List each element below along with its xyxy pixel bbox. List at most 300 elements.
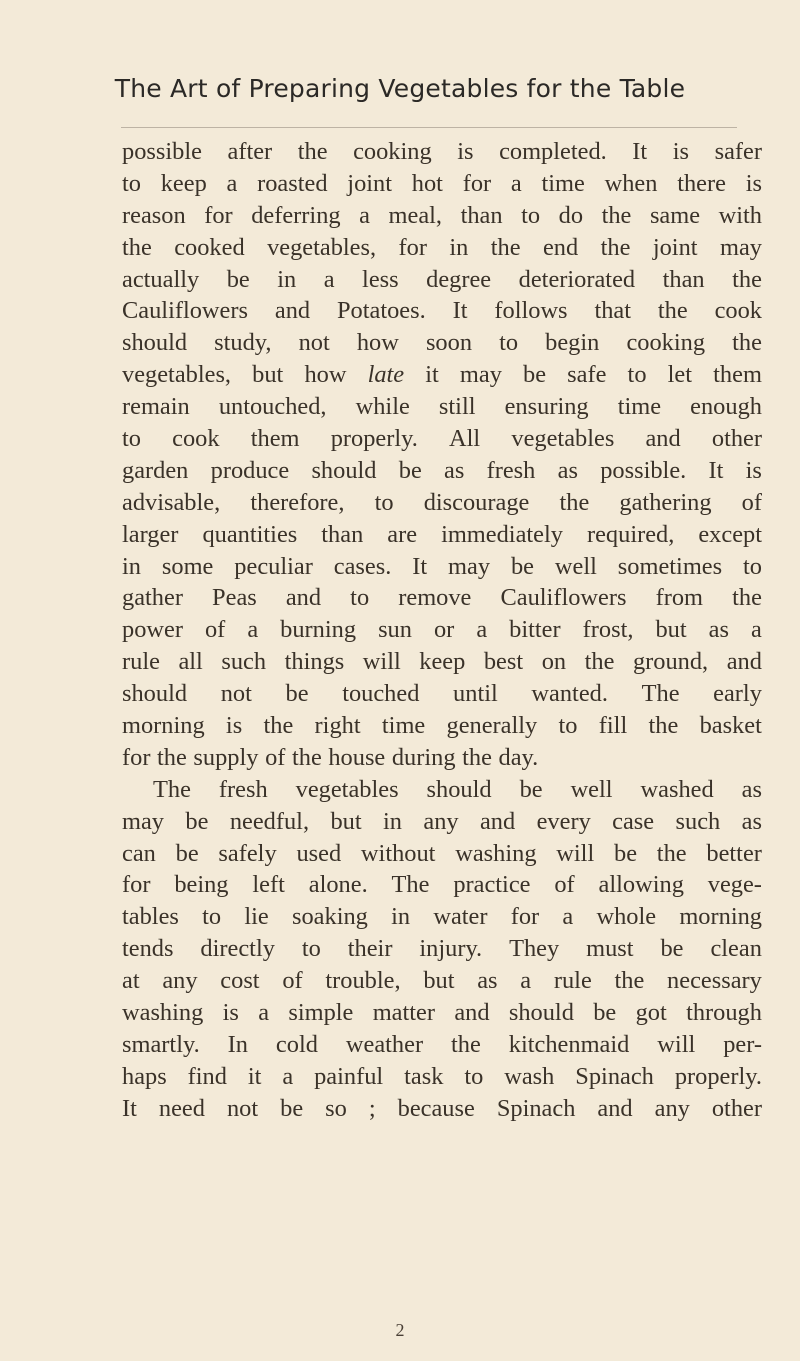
text-word: a [476,616,488,644]
text-word: the [291,743,322,771]
text-word: may [448,552,491,580]
text-word: for [204,201,233,229]
text-word: how [304,361,347,389]
text-word: should [122,329,188,357]
text-word: power [122,616,183,644]
text-word: without [360,839,436,867]
text-word: possible. [600,456,687,484]
text-word: the [263,712,294,740]
text-word: time [617,393,662,421]
text-word: and [274,297,311,325]
text-word: will [362,648,401,676]
text-word: a [520,967,532,995]
text-word: It [452,297,468,325]
text-word: still [438,393,476,421]
text-word: and [726,648,762,676]
text-word: frost, [582,616,634,644]
header-rule [121,127,737,128]
text-word: the [601,201,632,229]
text-word: cooking [626,329,706,357]
text-word: needful, [229,807,310,835]
text-word: quantities [202,520,298,548]
text-word: bitter [509,616,561,644]
text-word: to [464,1062,484,1090]
text-word: the [732,265,762,293]
text-word: The [153,775,191,803]
text-word: or [433,616,455,644]
text-line [122,869,762,901]
text-word: begin [545,329,600,357]
text-word: The [641,680,680,708]
text-word: painful [314,1062,384,1090]
text-word: than [321,520,364,548]
text-word: it [425,361,439,389]
text-word: gather [122,584,183,612]
text-word: well [554,552,597,580]
text-word: them [250,425,300,453]
text-word: safe [567,361,607,389]
text-word: directly [200,935,275,963]
text-word: as [741,807,762,835]
text-word: some [161,552,214,580]
text-word: how [356,329,399,357]
text-word: deferring [251,201,341,229]
text-word: of [282,967,303,995]
text-word: garden [122,456,189,484]
text-word: ground, [632,648,709,676]
text-word: Peas [212,584,257,612]
text-word: but [330,807,362,835]
text-word: and [597,1094,633,1122]
text-line [122,1029,762,1061]
text-word: late [367,361,405,389]
text-word: for [398,233,427,261]
text-word: a [510,169,522,197]
text-word: all [178,648,203,676]
text-word: is [457,138,474,165]
text-word: during [391,743,456,771]
text-word: enough [690,393,762,421]
text-word: clean [710,935,762,963]
text-word: weather [345,1030,424,1058]
text-word: the [490,233,521,261]
text-word: house [328,743,386,771]
text-word: and [454,999,490,1027]
text-word: be [185,807,209,835]
text-word: should [426,775,492,803]
text-line [122,678,762,710]
text-word: allowing [598,871,684,899]
text-word: because [397,1094,475,1122]
text-word: supply [193,743,259,771]
text-word: a [562,903,574,931]
text-word: the [122,233,152,261]
text-word: cost [220,967,260,995]
text-word: meal, [388,201,443,229]
text-line [122,359,762,391]
text-word: smartly. [122,1030,200,1058]
text-word: not [226,1094,259,1122]
text-word: It [412,552,428,580]
text-word: Spinach [575,1062,654,1090]
text-word: left [252,871,285,899]
text-word: study, [214,329,272,357]
text-word: should [508,999,574,1027]
text-word: need [158,1094,205,1122]
text-word: them [713,361,762,389]
text-word: It [708,456,724,484]
text-word: of [554,871,575,899]
text-word: to [301,935,321,963]
text-word: the [297,138,328,165]
text-word: than [662,265,705,293]
text-word: the [732,329,762,357]
text-word: but [252,361,284,389]
text-word: trouble, [325,967,401,995]
text-word: hot [411,169,443,197]
text-word: other [711,1094,762,1122]
text-word: cooked [174,233,245,261]
text-word: fresh [218,775,268,803]
text-word: keep [419,648,466,676]
text-word: find [187,1062,227,1090]
text-word: kitchenmaid [508,1030,630,1058]
text-word: It [632,138,648,165]
text-word: ; [368,1094,376,1122]
text-word: the [656,839,687,867]
text-word: through [686,999,762,1027]
text-word: cooking [353,138,432,165]
text-word: the [584,648,615,676]
text-word: morning [122,712,205,740]
text-word: All [449,425,481,453]
text-word: let [667,361,693,389]
text-word: the [462,743,492,771]
text-word: whole [596,903,657,931]
text-word: possible [122,138,202,165]
text-word: the [657,297,688,325]
text-word: fresh [486,456,536,484]
text-word: haps [122,1062,167,1090]
text-line [122,136,762,168]
text-word: a [359,201,370,229]
text-word: be [175,839,199,867]
text-word: be [285,680,309,708]
text-word: of [265,743,286,771]
text-word: for [122,871,151,899]
text-word: a [226,169,238,197]
text-word: right [314,712,361,740]
text-word: to [122,425,141,453]
text-word: be [398,456,422,484]
text-word: to [122,169,141,197]
text-word: fill [598,712,628,740]
text-word: wash [504,1062,555,1090]
text-word: to [350,584,370,612]
text-word: on [541,648,567,676]
text-word: be [280,1094,304,1122]
text-word: sometimes [617,552,723,580]
text-word: it [247,1062,262,1090]
text-word: properly. [674,1062,762,1090]
text-word: should [311,456,377,484]
body-text [122,136,762,1125]
text-word: not [220,680,252,708]
text-word: used [296,839,342,867]
text-word: wanted. [531,680,608,708]
text-line [122,264,762,296]
text-word: tends [122,935,174,963]
text-word: better [706,839,762,867]
text-word: so [325,1094,347,1122]
text-word: Potatoes. [336,297,426,325]
text-word: will [657,1030,696,1058]
text-word: practice [453,871,531,899]
text-line [122,423,762,455]
text-line [122,646,762,678]
text-line [122,933,762,965]
text-word: joint [347,169,393,197]
text-word: per- [723,1030,762,1058]
text-word: joint [652,233,698,261]
text-word: generally [446,712,538,740]
text-word: as [708,616,729,644]
running-head: The Art of Preparing Vegetables for the Table [114,74,686,103]
text-word: reason [122,201,186,229]
text-word: after [227,138,273,165]
text-word: and [479,807,516,835]
text-word: as [557,456,578,484]
text-word: any [423,807,459,835]
text-line [122,614,762,646]
text-word: necessary [667,967,762,995]
text-word: properly. [330,425,418,453]
text-word: morning [679,903,762,931]
text-word: while [355,393,410,421]
text-word: produce [210,456,290,484]
text-word: deteriorated [518,265,636,293]
text-word: degree [426,265,492,293]
text-word: vegetables, [267,233,377,261]
text-word: touched [342,680,420,708]
text-word: the [600,233,631,261]
text-line [122,551,762,583]
text-word: ensuring [504,393,589,421]
text-word: safely [218,839,277,867]
text-word: rule [553,967,592,995]
text-word: well [570,775,613,803]
text-word: be [523,361,547,389]
text-word: being [174,871,229,899]
text-word: early [713,680,762,708]
text-word: cases. [333,552,392,580]
text-word: roasted [257,169,328,197]
text-word: at [122,967,140,995]
text-line [122,232,762,264]
text-line [122,487,762,519]
text-word: vegetables [295,775,399,803]
text-word: in [449,233,469,261]
text-word: keep [160,169,207,197]
text-word: got [635,999,667,1027]
text-word: is [222,999,239,1027]
text-line [122,295,762,327]
text-word: vegetables, [122,361,232,389]
text-word: be [660,935,684,963]
text-word: such [221,648,267,676]
text-word: other [711,425,762,453]
text-word: basket [699,712,762,740]
text-word: actually [122,265,200,293]
text-word: to [374,488,394,516]
text-word: a [258,999,270,1027]
text-word: In [227,1030,248,1058]
text-word: Spinach [496,1094,576,1122]
text-word: vegetables [511,425,615,453]
text-word: any [654,1094,690,1122]
text-word: less [362,265,399,293]
text-word: soaking [291,903,368,931]
text-word: end [542,233,579,261]
text-word: to [202,903,222,931]
text-word: of [204,616,226,644]
text-word: in [122,552,141,580]
text-word: The [391,871,430,899]
text-word: be [510,552,534,580]
text-word: as [477,967,498,995]
text-word: to [743,552,762,580]
text-word: task [404,1062,444,1090]
text-word: the [559,488,590,516]
text-word: is [225,712,243,740]
text-word: cook [172,425,220,453]
text-word: be [593,999,617,1027]
text-word: as [741,775,762,803]
text-word: Cauliflowers [122,297,248,325]
text-word: things [284,648,345,676]
text-word: for [462,169,492,197]
text-word: such [675,807,721,835]
text-word: untouched, [218,393,327,421]
text-word: are [387,520,418,548]
text-word: gathering [619,488,712,516]
text-word: immediately [441,520,563,548]
text-line [122,327,762,359]
text-word: soon [425,329,473,357]
text-word: lie [244,903,269,931]
text-word: in [391,903,411,931]
text-word: may [122,807,164,835]
text-word: in [277,265,297,293]
text-word: to [627,361,647,389]
text-line [122,838,762,870]
text-line [122,965,762,997]
text-word: alone. [308,871,368,899]
text-word: Cauliflowers [500,584,627,612]
text-word: for [122,743,151,771]
text-word: with [718,201,762,229]
text-word: rule [122,648,160,676]
text-line [122,200,762,232]
text-word: should [122,680,188,708]
text-line [122,582,762,614]
text-line [122,1061,762,1093]
text-word: water [433,903,488,931]
text-word: except [698,520,762,548]
text-word: of [741,488,762,516]
text-word: best [483,648,524,676]
text-word: to [558,712,578,740]
text-word: may [459,361,502,389]
text-word: be [614,839,638,867]
text-word: than [460,201,503,229]
text-word: It [122,1094,137,1122]
text-word: cold [275,1030,318,1058]
text-word: must [586,935,634,963]
text-word: the [648,712,679,740]
text-word: that [594,297,632,325]
text-word: but [655,616,687,644]
text-word: from [655,584,703,612]
text-word: matter [372,999,436,1027]
text-word: a [323,265,335,293]
text-word: in [383,807,402,835]
text-word: will [556,839,595,867]
text-word: a [282,1062,294,1090]
text-word: time [381,712,426,740]
text-word: is [672,138,690,165]
text-line [122,455,762,487]
text-word: do [558,201,584,229]
text-word: a [751,616,762,644]
text-word: sun [378,616,412,644]
text-word: washed [640,775,714,803]
text-word: but [423,967,455,995]
text-word: time [541,169,585,197]
text-word: until [453,680,498,708]
text-line [122,901,762,933]
text-word: case [612,807,655,835]
text-word: not [298,329,330,357]
text-word: and [285,584,322,612]
text-line [122,519,762,551]
text-word: remove [398,584,472,612]
text-line [122,774,762,806]
text-word: peculiar [234,552,313,580]
text-line [122,168,762,200]
text-line [122,742,762,774]
text-line [122,997,762,1029]
page-number: 2 [395,1320,405,1340]
text-line [122,806,762,838]
text-line [122,1093,762,1125]
text-word: as [444,456,465,484]
text-word: burning [280,616,357,644]
text-word: be [519,775,543,803]
text-word: be [226,265,250,293]
text-word: required, [586,520,675,548]
text-word: is [745,169,762,197]
text-word: vege- [707,871,762,899]
text-word: completed. [499,138,607,165]
text-word: is [745,456,762,484]
text-word: every [536,807,591,835]
text-word: advisable, [122,488,221,516]
text-word: washing [122,999,204,1027]
text-word: the [157,743,187,771]
text-word: safer [714,138,762,165]
text-word: remain [122,393,190,421]
